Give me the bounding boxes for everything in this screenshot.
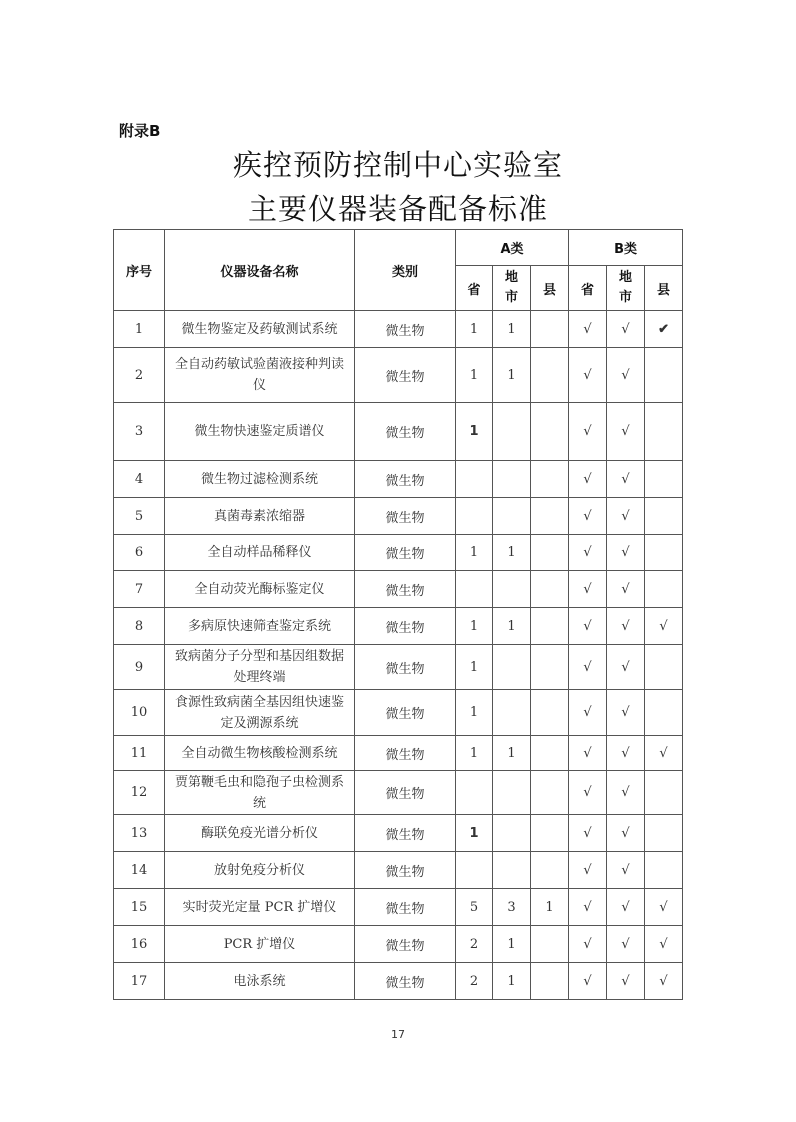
cell-b-city: √	[607, 461, 645, 498]
cell-a-city: 1	[493, 608, 531, 645]
cell-b-city: √	[607, 608, 645, 645]
table-row	[114, 311, 683, 348]
cell-index: 5	[114, 498, 165, 535]
cell-b-prov: √	[569, 926, 607, 963]
cell-b-county	[645, 771, 683, 815]
cell-name: 真菌毒素浓缩器	[165, 498, 355, 535]
cell-index: 6	[114, 535, 165, 571]
cell-b-county	[645, 461, 683, 498]
header-a-city	[493, 266, 531, 311]
table-row	[114, 348, 683, 403]
cell-index: 16	[114, 926, 165, 963]
document-title-line1: 疾控预防控制中心实验室	[232, 148, 563, 182]
cell-category: 微生物	[355, 608, 456, 645]
cell-category: 微生物	[355, 963, 456, 1000]
cell-a-county	[531, 498, 569, 535]
cell-a-city: 1	[493, 535, 531, 571]
cell-a-city: 1	[493, 963, 531, 1000]
cell-b-city: √	[607, 690, 645, 736]
cell-b-prov: √	[569, 311, 607, 348]
table-row	[114, 889, 683, 926]
header-a-city-line1: 地	[504, 270, 518, 285]
cell-b-city: √	[607, 311, 645, 348]
cell-b-prov: √	[569, 736, 607, 771]
cell-category: 微生物	[355, 690, 456, 736]
cell-a-county	[531, 645, 569, 690]
cell-name: 多病原快速筛查鉴定系统	[165, 608, 355, 645]
cell-b-city: √	[607, 815, 645, 852]
cell-a-prov: 1	[456, 645, 493, 690]
cell-b-county	[645, 348, 683, 403]
cell-category: 微生物	[355, 736, 456, 771]
cell-a-prov	[456, 771, 493, 815]
cell-a-county	[531, 963, 569, 1000]
cell-name: 食源性致病菌全基因组快速鉴定及溯源系统	[165, 690, 355, 736]
cell-category: 微生物	[355, 889, 456, 926]
table-row	[114, 461, 683, 498]
header-group-b: B类	[569, 230, 683, 266]
cell-b-county	[645, 690, 683, 736]
cell-a-city	[493, 815, 531, 852]
cell-b-prov: √	[569, 571, 607, 608]
cell-b-county	[645, 498, 683, 535]
cell-index: 14	[114, 852, 165, 889]
cell-b-county	[645, 571, 683, 608]
cell-name: 微生物快速鉴定质谱仪	[165, 403, 355, 461]
table-row	[114, 403, 683, 461]
cell-a-prov: 1	[456, 736, 493, 771]
cell-b-prov: √	[569, 889, 607, 926]
cell-a-prov: 2	[456, 963, 493, 1000]
cell-b-city: √	[607, 535, 645, 571]
cell-a-prov	[456, 852, 493, 889]
cell-b-prov: √	[569, 771, 607, 815]
cell-b-city: √	[607, 889, 645, 926]
table-row	[114, 608, 683, 645]
table-row	[114, 498, 683, 535]
cell-a-city: 1	[493, 348, 531, 403]
cell-a-county	[531, 348, 569, 403]
cell-a-prov: 1	[456, 403, 493, 461]
cell-b-city: √	[607, 963, 645, 1000]
cell-b-prov: √	[569, 348, 607, 403]
cell-category: 微生物	[355, 461, 456, 498]
cell-a-county	[531, 690, 569, 736]
cell-b-prov: √	[569, 403, 607, 461]
cell-a-county	[531, 535, 569, 571]
cell-a-prov	[456, 498, 493, 535]
table-row	[114, 771, 683, 815]
cell-name: 致病菌分子分型和基因组数据处理终端	[165, 645, 355, 690]
cell-a-city: 1	[493, 311, 531, 348]
header-b-county: 县	[645, 266, 683, 311]
cell-b-county: √	[645, 736, 683, 771]
cell-a-city	[493, 771, 531, 815]
cell-a-city	[493, 461, 531, 498]
cell-b-county	[645, 852, 683, 889]
cell-a-county	[531, 815, 569, 852]
header-b-province: 省	[569, 266, 607, 311]
cell-name: 贾第鞭毛虫和隐孢子虫检测系统	[165, 771, 355, 815]
page-number: 17	[391, 1028, 405, 1041]
table-body	[114, 311, 683, 1000]
cell-b-county	[645, 535, 683, 571]
cell-b-prov: √	[569, 535, 607, 571]
cell-a-city	[493, 403, 531, 461]
cell-index: 1	[114, 311, 165, 348]
cell-name: PCR 扩增仪	[165, 926, 355, 963]
cell-b-prov: √	[569, 498, 607, 535]
table-row	[114, 815, 683, 852]
cell-b-city: √	[607, 571, 645, 608]
cell-b-county	[645, 645, 683, 690]
cell-index: 13	[114, 815, 165, 852]
cell-a-city	[493, 645, 531, 690]
header-category: 类别	[355, 230, 456, 311]
cell-name: 全自动微生物核酸检测系统	[165, 736, 355, 771]
header-a-city-line2: 市	[504, 290, 518, 305]
table-row	[114, 852, 683, 889]
cell-a-county	[531, 736, 569, 771]
cell-index: 8	[114, 608, 165, 645]
cell-a-city: 1	[493, 736, 531, 771]
cell-b-county	[645, 815, 683, 852]
header-name: 仪器设备名称	[165, 230, 355, 311]
cell-category: 微生物	[355, 348, 456, 403]
cell-category: 微生物	[355, 926, 456, 963]
cell-a-city	[493, 852, 531, 889]
table-row	[114, 926, 683, 963]
cell-b-prov: √	[569, 461, 607, 498]
cell-a-prov	[456, 571, 493, 608]
cell-b-city: √	[607, 771, 645, 815]
cell-a-prov: 1	[456, 815, 493, 852]
cell-b-county: √	[645, 889, 683, 926]
cell-b-county: √	[645, 608, 683, 645]
cell-category: 微生物	[355, 852, 456, 889]
cell-b-prov: √	[569, 690, 607, 736]
table-row	[114, 571, 683, 608]
table-row	[114, 645, 683, 690]
cell-category: 微生物	[355, 571, 456, 608]
cell-category: 微生物	[355, 645, 456, 690]
cell-b-city: √	[607, 926, 645, 963]
cell-b-city: √	[607, 645, 645, 690]
cell-a-city: 1	[493, 926, 531, 963]
cell-a-county	[531, 771, 569, 815]
cell-index: 15	[114, 889, 165, 926]
cell-a-county	[531, 403, 569, 461]
cell-a-prov: 1	[456, 535, 493, 571]
header-a-county: 县	[531, 266, 569, 311]
cell-a-prov: 1	[456, 608, 493, 645]
cell-b-prov: √	[569, 852, 607, 889]
appendix-label: 附录B	[119, 122, 161, 140]
cell-b-city: √	[607, 348, 645, 403]
cell-name: 微生物鉴定及药敏测试系统	[165, 311, 355, 348]
cell-category: 微生物	[355, 815, 456, 852]
cell-category: 微生物	[355, 403, 456, 461]
cell-b-prov: √	[569, 815, 607, 852]
cell-name: 实时荧光定量 PCR 扩增仪	[165, 889, 355, 926]
header-a-province: 省	[456, 266, 493, 311]
header-b-city-line2: 市	[619, 290, 633, 305]
cell-a-prov: 2	[456, 926, 493, 963]
cell-category: 微生物	[355, 498, 456, 535]
cell-name: 酶联免疫光谱分析仪	[165, 815, 355, 852]
cell-index: 12	[114, 771, 165, 815]
table-row	[114, 535, 683, 571]
cell-index: 7	[114, 571, 165, 608]
cell-a-county: 1	[531, 889, 569, 926]
cell-a-city	[493, 690, 531, 736]
cell-index: 4	[114, 461, 165, 498]
cell-index: 17	[114, 963, 165, 1000]
header-index: 序号	[114, 230, 165, 311]
cell-b-city: √	[607, 498, 645, 535]
cell-category: 微生物	[355, 771, 456, 815]
cell-name: 全自动样品稀释仪	[165, 535, 355, 571]
equipment-standard-table	[113, 229, 683, 1000]
cell-a-city	[493, 498, 531, 535]
cell-a-county	[531, 311, 569, 348]
cell-b-county: √	[645, 926, 683, 963]
cell-a-city	[493, 571, 531, 608]
cell-index: 10	[114, 690, 165, 736]
cell-category: 微生物	[355, 535, 456, 571]
table-row	[114, 736, 683, 771]
table-row	[114, 963, 683, 1000]
header-b-city	[607, 266, 645, 311]
cell-index: 9	[114, 645, 165, 690]
cell-index: 2	[114, 348, 165, 403]
cell-b-prov: √	[569, 608, 607, 645]
cell-a-city: 3	[493, 889, 531, 926]
cell-a-county	[531, 571, 569, 608]
cell-b-county: ✔	[645, 311, 683, 348]
cell-a-county	[531, 926, 569, 963]
cell-b-city: √	[607, 852, 645, 889]
table-row	[114, 690, 683, 736]
cell-b-county	[645, 403, 683, 461]
header-b-city-line1: 地	[619, 270, 633, 285]
cell-a-prov: 1	[456, 311, 493, 348]
cell-name: 放射免疫分析仪	[165, 852, 355, 889]
cell-b-county: √	[645, 963, 683, 1000]
cell-category: 微生物	[355, 311, 456, 348]
cell-a-county	[531, 852, 569, 889]
cell-name: 电泳系统	[165, 963, 355, 1000]
cell-b-prov: √	[569, 963, 607, 1000]
cell-b-city: √	[607, 403, 645, 461]
header-group-a: A类	[456, 230, 569, 266]
cell-a-county	[531, 461, 569, 498]
cell-name: 全自动药敏试验菌液接种判读仪	[165, 348, 355, 403]
cell-b-prov: √	[569, 645, 607, 690]
cell-b-city: √	[607, 736, 645, 771]
cell-a-prov: 1	[456, 348, 493, 403]
document-title-line2: 主要仪器装备配备标准	[247, 192, 548, 226]
cell-index: 11	[114, 736, 165, 771]
cell-a-prov: 1	[456, 690, 493, 736]
cell-name: 微生物过滤检测系统	[165, 461, 355, 498]
cell-a-prov	[456, 461, 493, 498]
cell-name: 全自动荧光酶标鉴定仪	[165, 571, 355, 608]
cell-a-county	[531, 608, 569, 645]
cell-a-prov: 5	[456, 889, 493, 926]
cell-index: 3	[114, 403, 165, 461]
